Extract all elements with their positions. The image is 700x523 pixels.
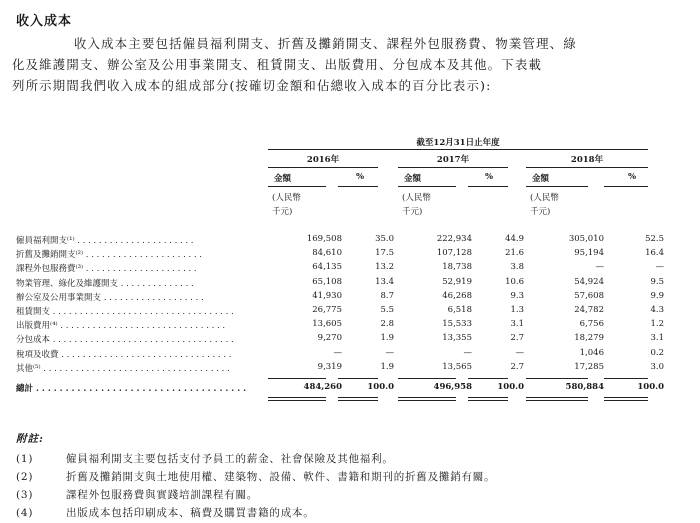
header-rule: [268, 149, 648, 150]
cell-value: 3.8: [510, 262, 524, 273]
cell-value: —: [595, 262, 604, 273]
row-label: 稅項及收費 . . . . . . . . . . . . . . . . . . . . . . . . . . . . . . . .: [16, 349, 232, 360]
cell-value: 21.6: [505, 248, 524, 259]
percent-header: %: [356, 172, 365, 182]
cell-value: 65,108: [312, 276, 342, 287]
cell-value: 64,135: [312, 262, 342, 273]
cell-value: —: [385, 347, 394, 358]
year-2018: 2018年: [570, 155, 604, 165]
percent-header: %: [628, 172, 637, 182]
amount-header: 金額: [404, 174, 422, 184]
intro-line: 化及維護開支、辦公室及公用事業開支、租賃開支、出版費用、分包成本及其他。下表載: [12, 57, 543, 72]
col-rule: [338, 186, 378, 187]
cell-value: 52,919: [442, 276, 472, 287]
unit-label: (人民幣 千元): [272, 193, 301, 217]
cell-value: 1.2: [650, 319, 664, 330]
amount-header: 金額: [532, 174, 550, 184]
cell-value: 3.1: [650, 333, 664, 344]
subtotal-rule: [526, 378, 588, 379]
total-double-rule: [268, 397, 326, 398]
total-double-rule: [398, 400, 456, 401]
cell-value: 222,934: [436, 234, 472, 244]
cell-value: —: [515, 347, 524, 358]
cell-value: 3.0: [650, 361, 664, 372]
cell-value: 54,924: [574, 276, 604, 287]
percent-header: %: [485, 172, 494, 182]
cell-value: 13.2: [375, 262, 394, 273]
row-label: 辦公室及公用事業開支 . . . . . . . . . . . . . . . . . . .: [16, 292, 204, 303]
table-row: [16, 248, 664, 261]
footnote-item: (3) 課程外包服務費與實踐培訓課程有關。: [16, 489, 259, 501]
table-row: [16, 234, 664, 246]
col-rule: [468, 186, 508, 187]
cell-value: 305,010: [568, 234, 604, 244]
intro-line: 列所示期間我們收入成本的組成部分(按確切金額和佔總收入成本的百分比表示):: [12, 78, 492, 93]
unit-label: (人民幣 千元): [530, 193, 559, 217]
cell-value: 1.3: [510, 305, 524, 315]
cell-value: 2.7: [510, 361, 524, 372]
cell-value: 18,279: [574, 333, 604, 344]
table-row: [16, 361, 664, 374]
total-double-rule: [526, 400, 588, 401]
year-rule: [268, 167, 378, 168]
cell-value: 24,782: [574, 305, 604, 315]
cell-value: 9,270: [317, 333, 342, 344]
unit-label: (人民幣 千元): [402, 193, 431, 217]
cell-value: 9.9: [650, 290, 664, 301]
cell-value: 13,605: [312, 319, 342, 330]
cell-value: 17,285: [574, 361, 604, 372]
cell-value: 41,930: [312, 290, 342, 301]
intro-line: 收入成本主要包括僱員福利開支、折舊及攤銷開支、課程外包服務費、物業管理、綠: [74, 36, 577, 51]
footnotes: [16, 431, 496, 522]
cell-value: 9.5: [650, 276, 664, 287]
table-row: [16, 333, 664, 346]
col-rule: [268, 186, 326, 187]
total-double-rule: [468, 400, 508, 401]
table-row: [16, 262, 664, 275]
subtotal-rule: [468, 378, 508, 379]
cell-value: —: [333, 347, 342, 358]
col-rule: [604, 186, 648, 187]
total-row: 總計 . . . . . . . . . . . . . . . . . . . . . . . . . . . . . . . . . . . . 484,260 100.0 496,958 100.0 580,884 100.0: [16, 382, 664, 394]
table-row: [16, 276, 664, 289]
cell-value: 1.9: [380, 333, 394, 344]
row-label: 分包成本 . . . . . . . . . . . . . . . . . . . . . . . . . . . . . . . . . .: [16, 335, 234, 346]
cell-value: 10.6: [505, 276, 524, 287]
cell-value: 18,738: [442, 262, 472, 273]
cell-value: 2.8: [380, 319, 394, 330]
row-label: 租賃開支 . . . . . . . . . . . . . . . . . . . . . . . . . . . . . . . . . .: [16, 307, 234, 317]
total-double-rule: [268, 400, 326, 401]
cell-value: 2.7: [510, 333, 524, 344]
cell-value: 95,194: [574, 248, 604, 259]
cell-value: 52.5: [645, 234, 664, 244]
table-row: [16, 290, 664, 303]
total-double-rule: [338, 397, 378, 398]
cell-value: 13.4: [375, 276, 394, 287]
cell-value: 46,268: [442, 290, 472, 301]
cell-value: —: [463, 347, 472, 358]
cell-value: 9,319: [317, 361, 342, 372]
table-row: [16, 305, 664, 317]
subtotal-rule: [398, 378, 456, 379]
cell-value: 1.9: [380, 361, 394, 372]
cell-value: 0.2: [650, 347, 664, 358]
row-label: 折舊及攤銷開支⁽²⁾ . . . . . . . . . . . . . . . . . . . . . .: [16, 250, 202, 261]
cell-value: 9.3: [510, 290, 524, 301]
total-double-rule: [338, 400, 378, 401]
cell-value: 57,608: [574, 290, 604, 301]
cell-value: 1,046: [579, 347, 604, 358]
row-label: 僱員福利開支⁽¹⁾ . . . . . . . . . . . . . . . . . . . . . .: [16, 236, 194, 246]
total-double-rule: [398, 397, 456, 398]
period-header: 截至12月31日止年度: [416, 138, 500, 148]
year-2017: 2017年: [436, 155, 470, 165]
cell-value: 3.1: [510, 319, 524, 330]
year-rule: [398, 167, 508, 168]
total-double-rule: [468, 397, 508, 398]
table-row: [16, 347, 664, 360]
cell-value: 8.7: [380, 290, 394, 301]
footnote-item: (2) 折舊及攤銷開支與土地使用權、建築物、設備、軟件、書籍和期刊的折舊及攤銷有關。: [16, 471, 496, 483]
cell-value: 16.4: [645, 248, 664, 259]
subtotal-rule: [268, 378, 326, 379]
footnote-item: (4) 出版成本包括印刷成本、稿費及購買書籍的成本。: [16, 507, 315, 519]
intro-paragraph: [12, 33, 682, 96]
cell-value: 44.9: [505, 234, 524, 244]
cell-value: 26,775: [312, 305, 342, 315]
year-rule: [526, 167, 648, 168]
total-double-rule: [526, 397, 588, 398]
cell-value: 15,533: [442, 319, 472, 330]
cell-value: 169,508: [306, 234, 342, 244]
row-label: 課程外包服務費⁽³⁾ . . . . . . . . . . . . . . . . . . . . .: [16, 264, 197, 275]
cell-value: 4.3: [650, 305, 664, 315]
row-label: 其他⁽⁵⁾ . . . . . . . . . . . . . . . . . . . . . . . . . . . . . . . . . . .: [16, 363, 230, 374]
footnotes-heading: 附註:: [16, 433, 44, 445]
year-2016: 2016年: [306, 155, 340, 165]
subtotal-rule: [604, 378, 648, 379]
col-rule: [526, 186, 588, 187]
cell-value: 13,355: [442, 333, 472, 344]
cell-value: 6,756: [579, 319, 604, 330]
row-label: 出版費用⁽⁴⁾ . . . . . . . . . . . . . . . . . . . . . . . . . . . . . . .: [16, 321, 226, 332]
cell-value: 17.5: [375, 248, 394, 259]
cell-value: 35.0: [375, 234, 394, 244]
row-label: 物業管理、綠化及維護開支 . . . . . . . . . . . . . .: [16, 278, 194, 289]
section-title: 收入成本: [16, 14, 73, 29]
col-rule: [398, 186, 456, 187]
cell-value: 107,128: [436, 248, 472, 259]
amount-header: 金額: [274, 174, 292, 184]
cell-value: 84,610: [312, 248, 342, 259]
cell-value: —: [655, 262, 664, 273]
total-double-rule: [604, 400, 648, 401]
total-double-rule: [604, 397, 648, 398]
footnote-item: (1) 僱員福利開支主要包括支付予員工的薪金、社會保險及其他福利。: [16, 453, 394, 465]
cell-value: 6,518: [447, 305, 472, 315]
subtotal-rule: [338, 378, 378, 379]
cell-value: 13,565: [442, 361, 472, 372]
table-row: [16, 319, 664, 332]
cell-value: 5.5: [380, 305, 394, 315]
